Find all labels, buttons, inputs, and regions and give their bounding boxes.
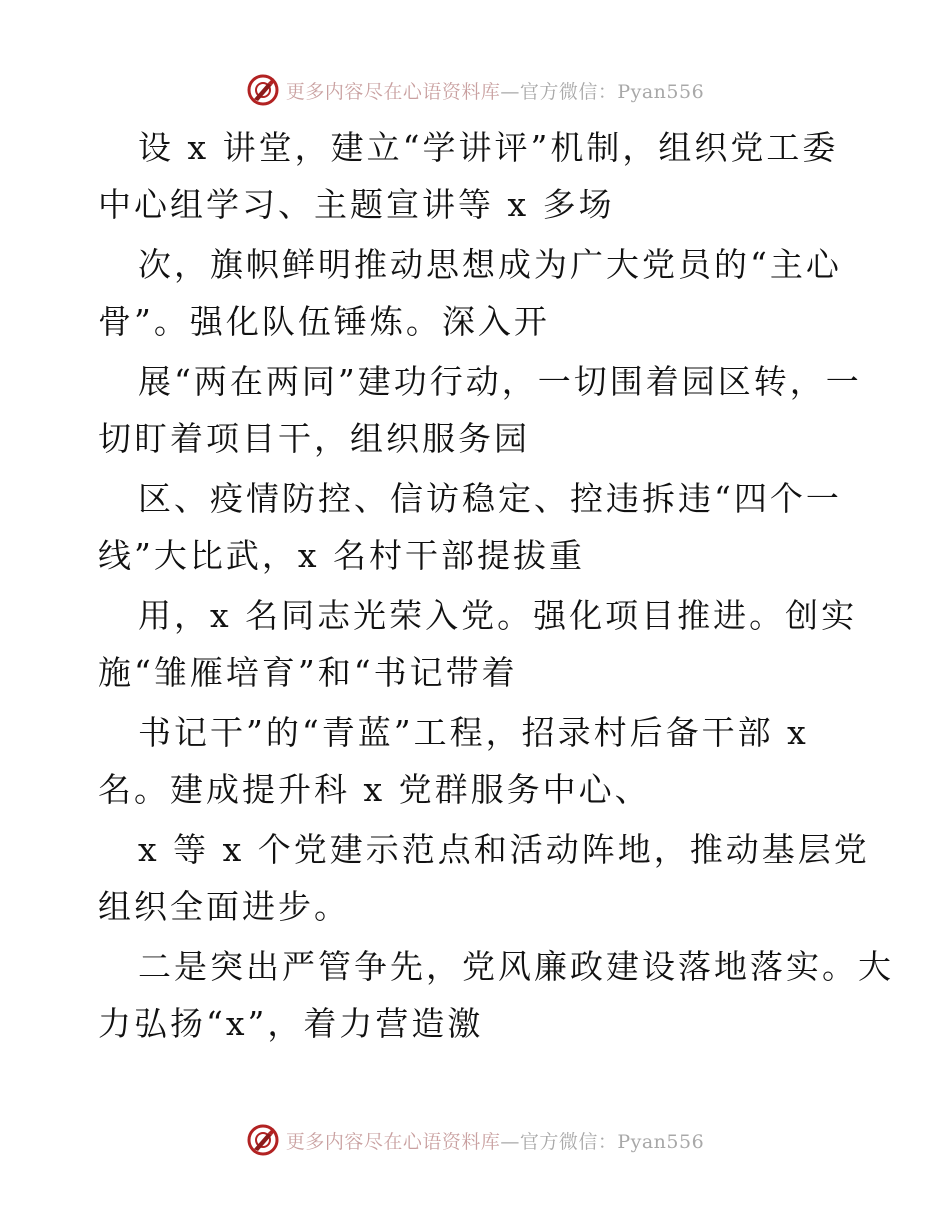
pen-circle-logo-icon: [246, 73, 280, 107]
body-line: x 等 x 个党建示范点和活动阵地，推动基层党: [138, 830, 870, 869]
banner-text: [286, 77, 704, 104]
body-line: 施“雏雁培育”和“书记带着: [98, 653, 518, 692]
body-line: 书记干”的“青蓝”工程，招录村后备干部 x: [138, 713, 809, 752]
body-line: 线”大比武，x 名村干部提拔重: [98, 536, 585, 575]
banner-text: [286, 1127, 704, 1154]
body-line: 二是突出严管争先，党风廉政建设落地落实。大: [138, 947, 894, 986]
banner-separator: —: [500, 1130, 520, 1153]
body-line: 中心组学习、主题宣讲等 x 多场: [98, 185, 615, 224]
banner-main-text: 更多内容尽在心语资料库: [285, 80, 501, 103]
body-line: 切盯着项目干，组织服务园: [98, 419, 530, 458]
banner-wechat-text: 官方微信：Pyan556: [519, 1130, 705, 1153]
body-line: 次，旗帜鲜明推动思想成为广大党员的“主心: [138, 245, 842, 284]
banner-main-text: 更多内容尽在心语资料库: [285, 1130, 501, 1153]
body-line: 力弘扬“x”，着力营造激: [98, 1004, 484, 1043]
body-line: 用，x 名同志光荣入党。强化项目推进。创实: [138, 596, 858, 635]
body-line: 设 x 讲堂，建立“学讲评”机制，组织党工委: [138, 128, 839, 167]
body-line: 展“两在两同”建功行动，一切围着园区转，一: [138, 362, 862, 401]
banner-separator: —: [500, 80, 520, 103]
body-line: 骨”。强化队伍锤炼。深入开: [98, 302, 550, 341]
header-banner: [0, 70, 950, 110]
body-line: 名。建成提升科 x 党群服务中心、: [98, 770, 651, 809]
pen-circle-logo-icon: [246, 1123, 280, 1157]
body-line: 区、疫情防控、信访稳定、控违拆违“四个一: [138, 479, 842, 518]
footer-banner: [0, 1120, 950, 1160]
banner-wechat-text: 官方微信：Pyan556: [519, 80, 705, 103]
body-line: 组织全面进步。: [98, 887, 350, 926]
